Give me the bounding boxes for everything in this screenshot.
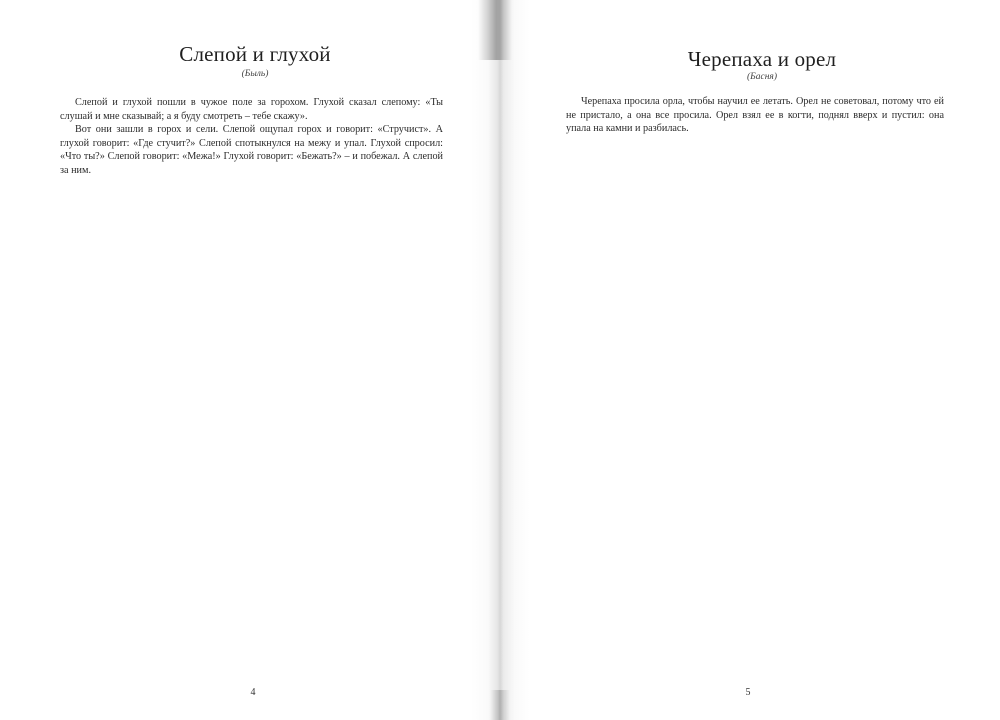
story-text [60, 96, 443, 178]
story-text [566, 95, 944, 136]
story-genre: (Басня) [746, 72, 778, 82]
right-page [500, 0, 1000, 720]
page-number: 4 [250, 687, 256, 698]
paragraph: Черепаха просила орла, чтобы научил ее летать. Орел не советовал, потому что ей не пристало, а она все просила. Орел взял ее в когти, поднял вверх и пустил: она упала на камни и разбилась. [566, 96, 944, 135]
story-genre: (Быль) [241, 69, 269, 79]
paragraph: Слепой и глухой пошли в чужое поле за горохом. Глухой сказал слепому: «Ты слушай и мне сказывай; а я буду смотреть – тебе скажу». [60, 97, 443, 122]
page-number: 5 [745, 687, 751, 698]
story-title: Слепой и глухой [179, 42, 331, 66]
paragraph: Вот они зашли в горох и сели. Слепой ощупал горох и говорит: «Стручист». А глухой говорит: «Где стучит?» Слепой спотыкнулся на межу и упал. Глухой спросил: «Что ты?» Слепой говорит: «Межа!» Глухой говорит: «Бежать?» – и побежал. А слепой за ним. [60, 124, 443, 176]
story-title: Черепаха и орел [687, 47, 837, 71]
